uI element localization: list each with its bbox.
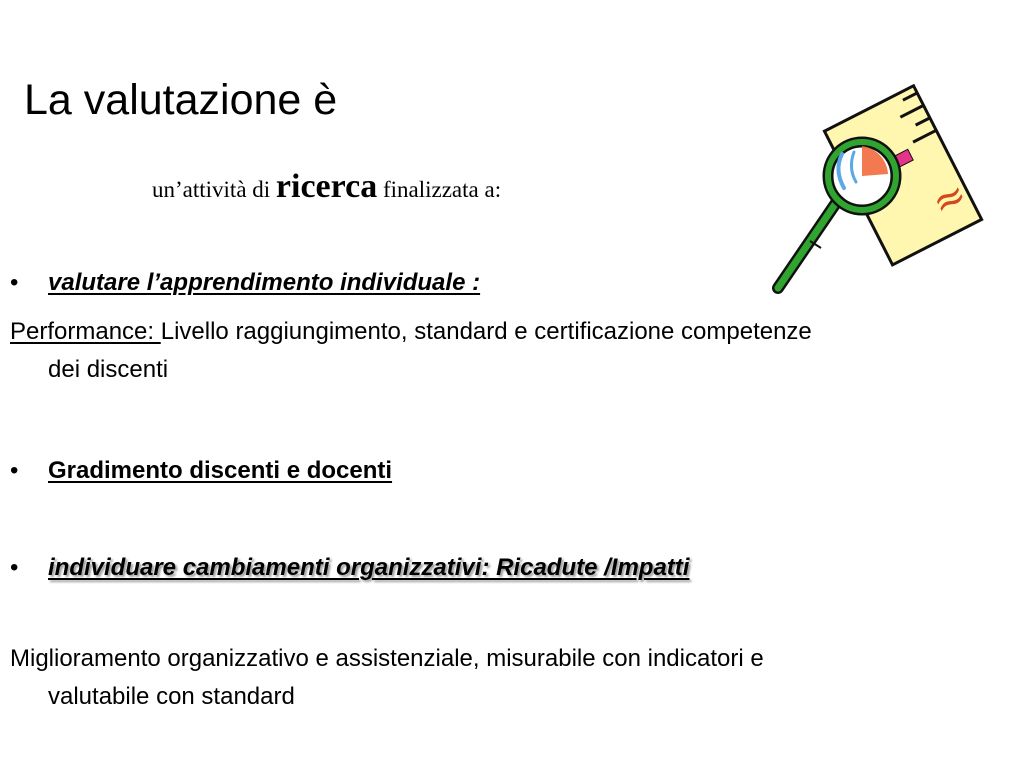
- bullet-gradimento: [10, 450, 780, 491]
- performance-text: Livello raggiungimento, standard e certificazione competenze dei discenti: [48, 318, 812, 383]
- bullet-dot: •: [10, 269, 19, 296]
- slide-subtitle: [152, 167, 501, 210]
- performance-label: Performance:: [10, 318, 161, 345]
- slide-title: La valutazione è: [24, 76, 338, 124]
- bullet-valutare-text: valutare l’apprendimento individuale :: [48, 269, 481, 296]
- bullet-individuare-text: individuare cambiamenti organizzativi: Ricadute /Impatti: [48, 554, 690, 581]
- magnifying-glass-over-ruler-icon: [764, 84, 984, 304]
- miglioramento-paragraph: Miglioramento organizzativo e assistenziale, misurabile con indicatori e valutabile con standard: [10, 645, 764, 710]
- subtitle-post: finalizzata a:: [377, 177, 502, 202]
- subtitle-emphasis: ricerca: [275, 168, 378, 205]
- bullet-gradimento-text: Gradimento discenti e docenti: [48, 457, 393, 484]
- performance-paragraph: [10, 313, 818, 389]
- bullet-individuare: [10, 547, 780, 588]
- bullet-dot: •: [10, 457, 19, 484]
- subtitle-pre: un’attività di: [152, 177, 276, 202]
- bullet-dot: •: [10, 554, 19, 581]
- ruler-symbol: ≈: [924, 170, 975, 227]
- bullet-valutare: [10, 262, 780, 303]
